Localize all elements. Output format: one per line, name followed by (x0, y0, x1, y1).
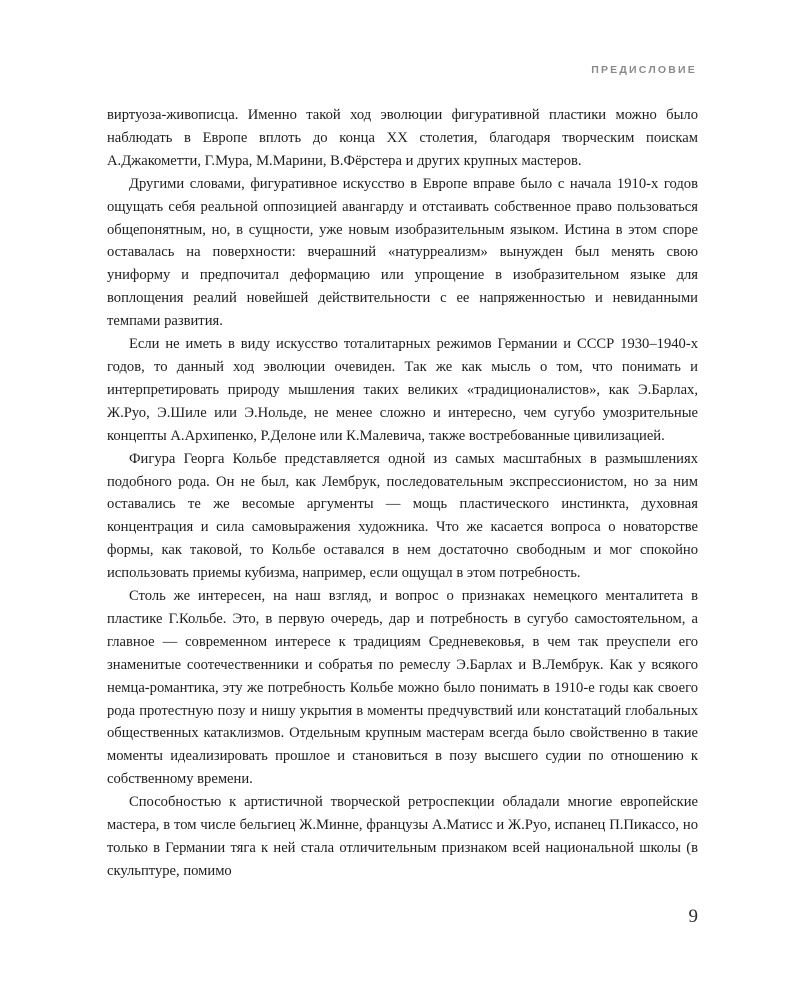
body-text (107, 104, 698, 883)
paragraph-4: Фигура Георга Кольбе представляется одной из самых масштабных в размышлениях подобного рода. Он не был, как Лембрук, последовательным экспрессионистом, но за ним оставались те же весомые аргументы — мощь пластического инстинкта, духовная концентрация и сила самовыражения художника. Что же касается вопроса о новаторстве формы, как таковой, то Кольбе оставался в нем достаточно свободным и мог спокойно использовать приемы кубизма, например, если ощущал в этом потребность. (107, 450, 698, 582)
running-header: ПРЕДИСЛОВИЕ (591, 64, 697, 76)
paragraph-6: Способностью к артистичной творческой ретроспекции обладали многие европейские мастера, в том числе бельгиец Ж.Минне, французы А.Матисс и Ж.Руо, испанец П.Пикассо, но только в Германии тяга к ней стала отличительным признаком всей национальной школы (в скульптуре, помимо (107, 794, 698, 879)
paragraph-5: Столь же интересен, на наш взгляд, и вопрос о признаках немецкого менталитета в пластике Г.Кольбе. Это, в первую очередь, дар и потребность в сугубо самостоятельном, а главное — современном интересе к традициям Средневековья, в чем так преуспели его знаменитые соотечественники и собратья по ремеслу Э.Барлах и В.Лембрук. Как у всякого немца-романтика, эту же потребность Кольбе можно было понимать в 1910-е годы как своего рода протестную позу и нишу укрытия в моменты предчувствий или констатаций глобальных общественных катаклизмов. Отдельным крупным мастерам всегда было свойственно в такие моменты идеализировать прошлое и становиться в позу высшего судии по отношению к собственному времени. (107, 588, 698, 788)
paragraph-3: Если не иметь в виду искусство тоталитарных режимов Германии и СССР 1930–1940-х годов, то данный ход эволюции очевиден. Так же как мысль о том, что понимать и интерпретировать природу мышления таких великих «традиционалистов», как Э.Барлах, Ж.Руо, Э.Шиле или Э.Нольде, не менее сложно и интересно, чем сугубо умозрительные концепты А.Архипенко, Р.Делоне или К.Малевича, также востребованные цивилизацией. (107, 336, 698, 444)
page-number: 9 (688, 906, 698, 927)
paragraph-1: виртуоза-живописца. Именно такой ход эволюции фигуративной пластики можно было наблюдать в Европе вплоть до конца XX столетия, благодаря творческим поискам А.Джакометти, Г.Мура, М.Марини, В.Фёрстера и других крупных мастеров. (107, 107, 698, 169)
paragraph-2: Другими словами, фигуративное искусство в Европе вправе было с начала 1910-х годов ощущать себя реальной оппозицией авангарду и отстаивать собственное право пользоваться общепонятным, но, в сущности, уже новым изобразительным языком. Истина в этом споре оставалась на поверхности: вчерашний «натурреализм» вынужден был менять свою униформу и предпочитал деформацию или упрощение в изобразительном языке для воплощения реалий новейшей действительности с ее напряженностью и невиданными темпами развития. (107, 175, 698, 330)
